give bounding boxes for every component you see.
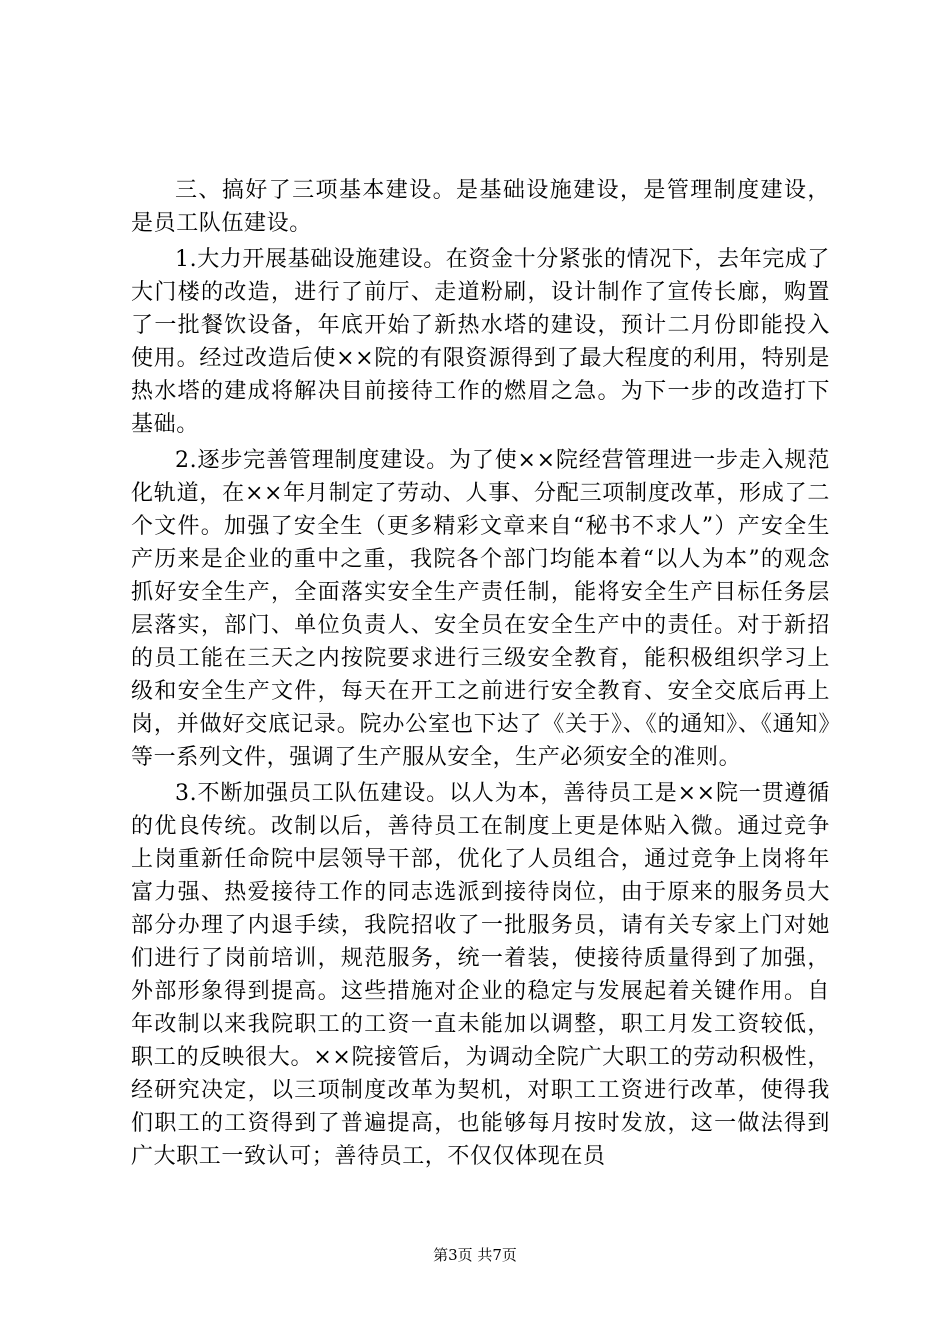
paragraph-management: 2.逐步完善管理制度建设。为了使××院经营管理进一步走入规范化轨道，在××年月制定了劳动、人事、分配三项制度改革，形成了二个文件。加强了安全生（更多精彩文章来自“秘书不求人”）产安全生产历来是企业的重中之重，我院各个部门均能本着“以人为本”的观念抓好安全生产，全面落实安全生产责任制，能将安全生产目标任务层层落实，部门、单位负责人、安全员在安全生产中的责任。对于新招的员工能在三天之内按院要求进行三级安全教育，能积极组织学习上级和安全生产文件，每天在开工之前进行安全教育、安全交底后再上岗，并做好交底记录。院办公室也下达了《关于》、《的通知》、《通知》等一系列文件，强调了生产服从安全，生产必须安全的准则。 — [131, 448, 830, 770]
paragraph-infrastructure: 1.大力开展基础设施建设。在资金十分紧张的情况下，去年完成了大门楼的改造，进行了前厅、走道粉刷，设计制作了宣传长廊，购置了一批餐饮设备，年底开始了新热水塔的建设，预计二月份即能投入使用。经过改造后使××院的有限资源得到了最大程度的利用，特别是热水塔的建成将解决目前接待工作的燃眉之急。为下一步的改造打下基础。 — [131, 247, 830, 437]
paragraph-staff: 3.不断加强员工队伍建设。以人为本，善待员工是××院一贯遵循的优良传统。改制以后，善待员工在制度上更是体贴入微。通过竞争上岗重新任命院中层领导干部，优化了人员组合，通过竞争上岗将年富力强、热爱接待工作的同志选派到接待岗位，由于原来的服务员大部分办理了内退手续，我院招收了一批服务员，请有关专家上门对她们进行了岗前培训，规范服务，统一着装，使接待质量得到了加强，外部形象得到提高。这些措施对企业的稳定与发展起着关键作用。自年改制以来我院职工的工资一直未能加以调整，职工月发工资较低，职工的反映很大。××院接管后，为调动全院广大职工的劳动积极性，经研究决定，以三项制度改革为契机，对职工工资进行改革，使得我们职工的工资得到了普遍提高，也能够每月按时发放，这一做法得到广大职工一致认可；善待员工，不仅仅体现在员 — [131, 781, 830, 1169]
paragraph-intro: 三、搞好了三项基本建设。是基础设施建设，是管理制度建设，是员工队伍建设。 — [131, 178, 830, 236]
page-number-footer: 第3页 共7页 — [433, 1246, 517, 1264]
document-body — [131, 174, 830, 1176]
